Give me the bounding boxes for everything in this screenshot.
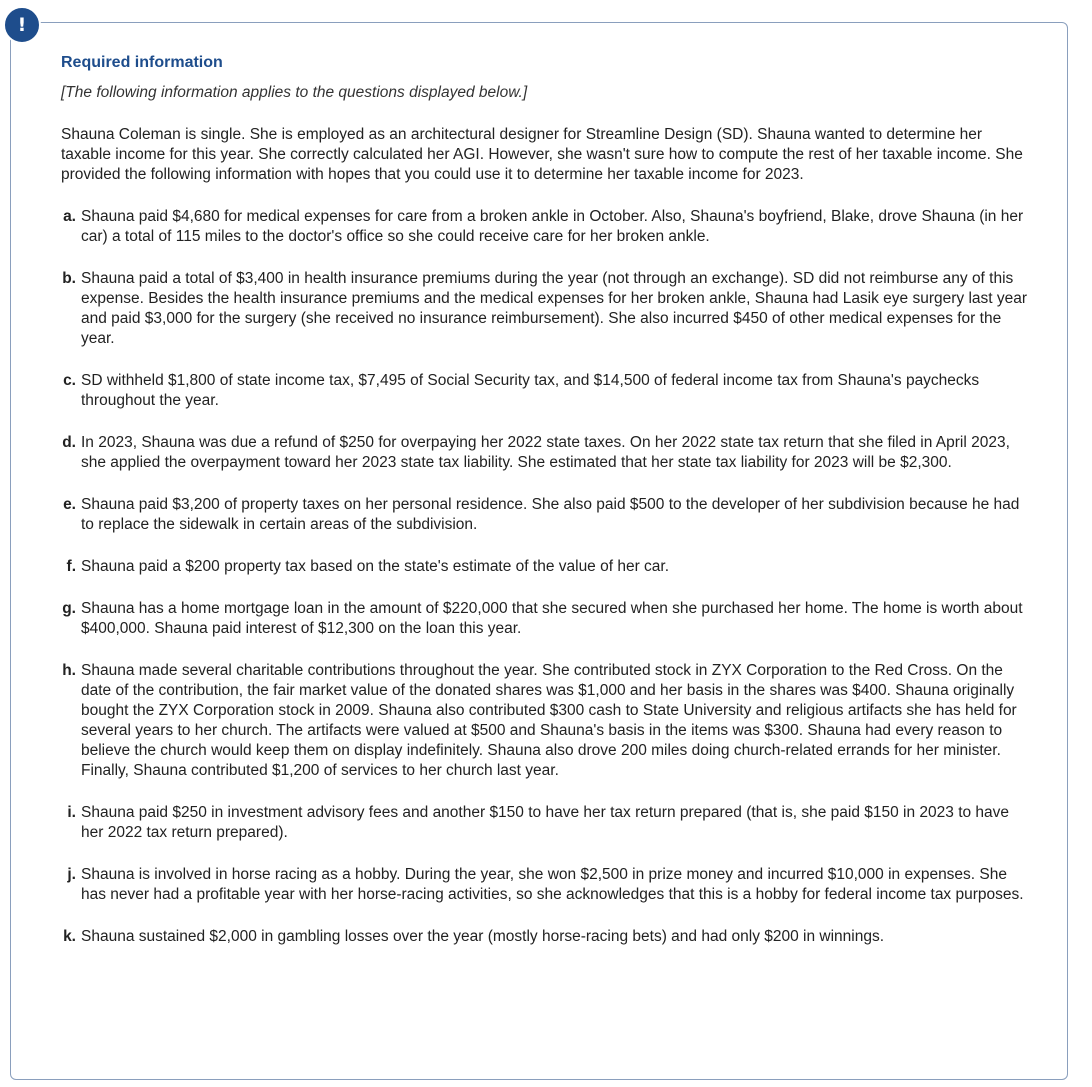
- list-item-g: [61, 599, 1031, 639]
- item-text: SD withheld $1,800 of state income tax, $7,495 of Social Security tax, and $14,500 of federal income tax from Shauna's paychecks throughout the year.: [81, 372, 980, 409]
- item-letter: d.: [62, 434, 76, 451]
- list-item-e: [61, 495, 1031, 535]
- list-item-b: [61, 269, 1031, 349]
- list-item-f: [61, 557, 1031, 577]
- required-information-panel: [10, 22, 1068, 1080]
- item-letter: b.: [62, 270, 76, 287]
- item-letter: a.: [63, 208, 76, 225]
- item-letter: i.: [67, 804, 76, 821]
- list-item-a: [61, 207, 1031, 247]
- intro-paragraph: Shauna Coleman is single. She is employed as an architectural designer for Streamline Design (SD). Shauna wanted to determine her taxable income for this year. She correctly calculated her AGI. However, she wasn't sure how to compute the rest of her taxable income. She provided the following information with hopes that you could use it to determine her taxable income for 2023.: [61, 126, 1023, 183]
- item-text: In 2023, Shauna was due a refund of $250 for overpaying her 2022 state taxes. On her 2022 state tax return that she filed in April 2023, she applied the overpayment toward her 2023 state tax liability. She estimated that her state tax liability for 2023 will be $2,300.: [81, 434, 1010, 471]
- item-text: Shauna has a home mortgage loan in the amount of $220,000 that she secured when she purchased her home. The home is worth about $400,000. Shauna paid interest of $12,300 on the loan this year.: [81, 600, 1023, 637]
- list-item-h: [61, 661, 1031, 781]
- list-item-j: [61, 865, 1031, 905]
- list-item-d: [61, 433, 1031, 473]
- item-text: Shauna paid $4,680 for medical expenses for care from a broken ankle in October. Also, Shauna's boyfriend, Blake, drove Shauna (in her car) a total of 115 miles to the doctor's office so she could receive care for her broken ankle.: [81, 208, 1024, 245]
- list-item-c: [61, 371, 1031, 411]
- item-letter: k.: [63, 928, 76, 945]
- item-text: Shauna sustained $2,000 in gambling losses over the year (mostly horse-racing bets) and had only $200 in winnings.: [81, 928, 885, 945]
- alert-badge: [3, 6, 41, 44]
- item-text: Shauna paid a $200 property tax based on the state's estimate of the value of her car.: [81, 558, 670, 575]
- list-item-k: [61, 927, 1031, 947]
- panel-heading: Required information: [61, 54, 223, 71]
- item-text: Shauna paid a total of $3,400 in health insurance premiums during the year (not through an exchange). SD did not reimburse any of this expense. Besides the health insurance premiums and the medical expenses for her broken ankle, Shauna had Lasik eye surgery last year and paid $3,000 for the surgery (she received no insurance reimbursement). She also incurred $450 of other medical expenses for the year.: [81, 270, 1028, 347]
- item-text: Shauna made several charitable contributions throughout the year. She contributed stock in ZYX Corporation to the Red Cross. On the date of the contribution, the fair market value of the donated shares was $1,000 and her basis in the shares was $400. Shauna originally bought the ZYX Corporation stock in 2009. Shauna also contributed $300 cash to State University and religious artifacts she has held for several years to her church. The artifacts were valued at $500 and Shauna's basis in the items was $300. Shauna had every reason to believe the church would keep them on display indefinitely. Shauna also drove 200 miles doing church-related errands for her minister. Finally, Shauna contributed $1,200 of services to her church last year.: [81, 662, 1017, 779]
- item-letter: c.: [63, 372, 76, 389]
- list-item-i: [61, 803, 1031, 843]
- item-letter: f.: [66, 558, 76, 575]
- item-text: Shauna paid $250 in investment advisory fees and another $150 to have her tax return prepared (that is, she paid $150 in 2023 to have her 2022 tax return prepared).: [81, 804, 1010, 841]
- item-text: Shauna paid $3,200 of property taxes on her personal residence. She also paid $500 to the developer of her subdivision because he had to replace the sidewalk in certain areas of the subdivision.: [81, 496, 1020, 533]
- panel-content: [61, 53, 1031, 969]
- panel-subheading: [The following information applies to the questions displayed below.]: [61, 84, 528, 101]
- exclamation-icon: !: [17, 13, 27, 36]
- item-letter: j.: [67, 866, 76, 883]
- item-letter: e.: [63, 496, 76, 513]
- item-letter: h.: [62, 662, 76, 679]
- item-letter: g.: [62, 600, 76, 617]
- item-text: Shauna is involved in horse racing as a hobby. During the year, she won $2,500 in prize money and incurred $10,000 in expenses. She has never had a profitable year with her horse-racing activities, so she acknowledges that this is a hobby for federal income tax purposes.: [81, 866, 1024, 903]
- information-list: [61, 207, 1031, 947]
